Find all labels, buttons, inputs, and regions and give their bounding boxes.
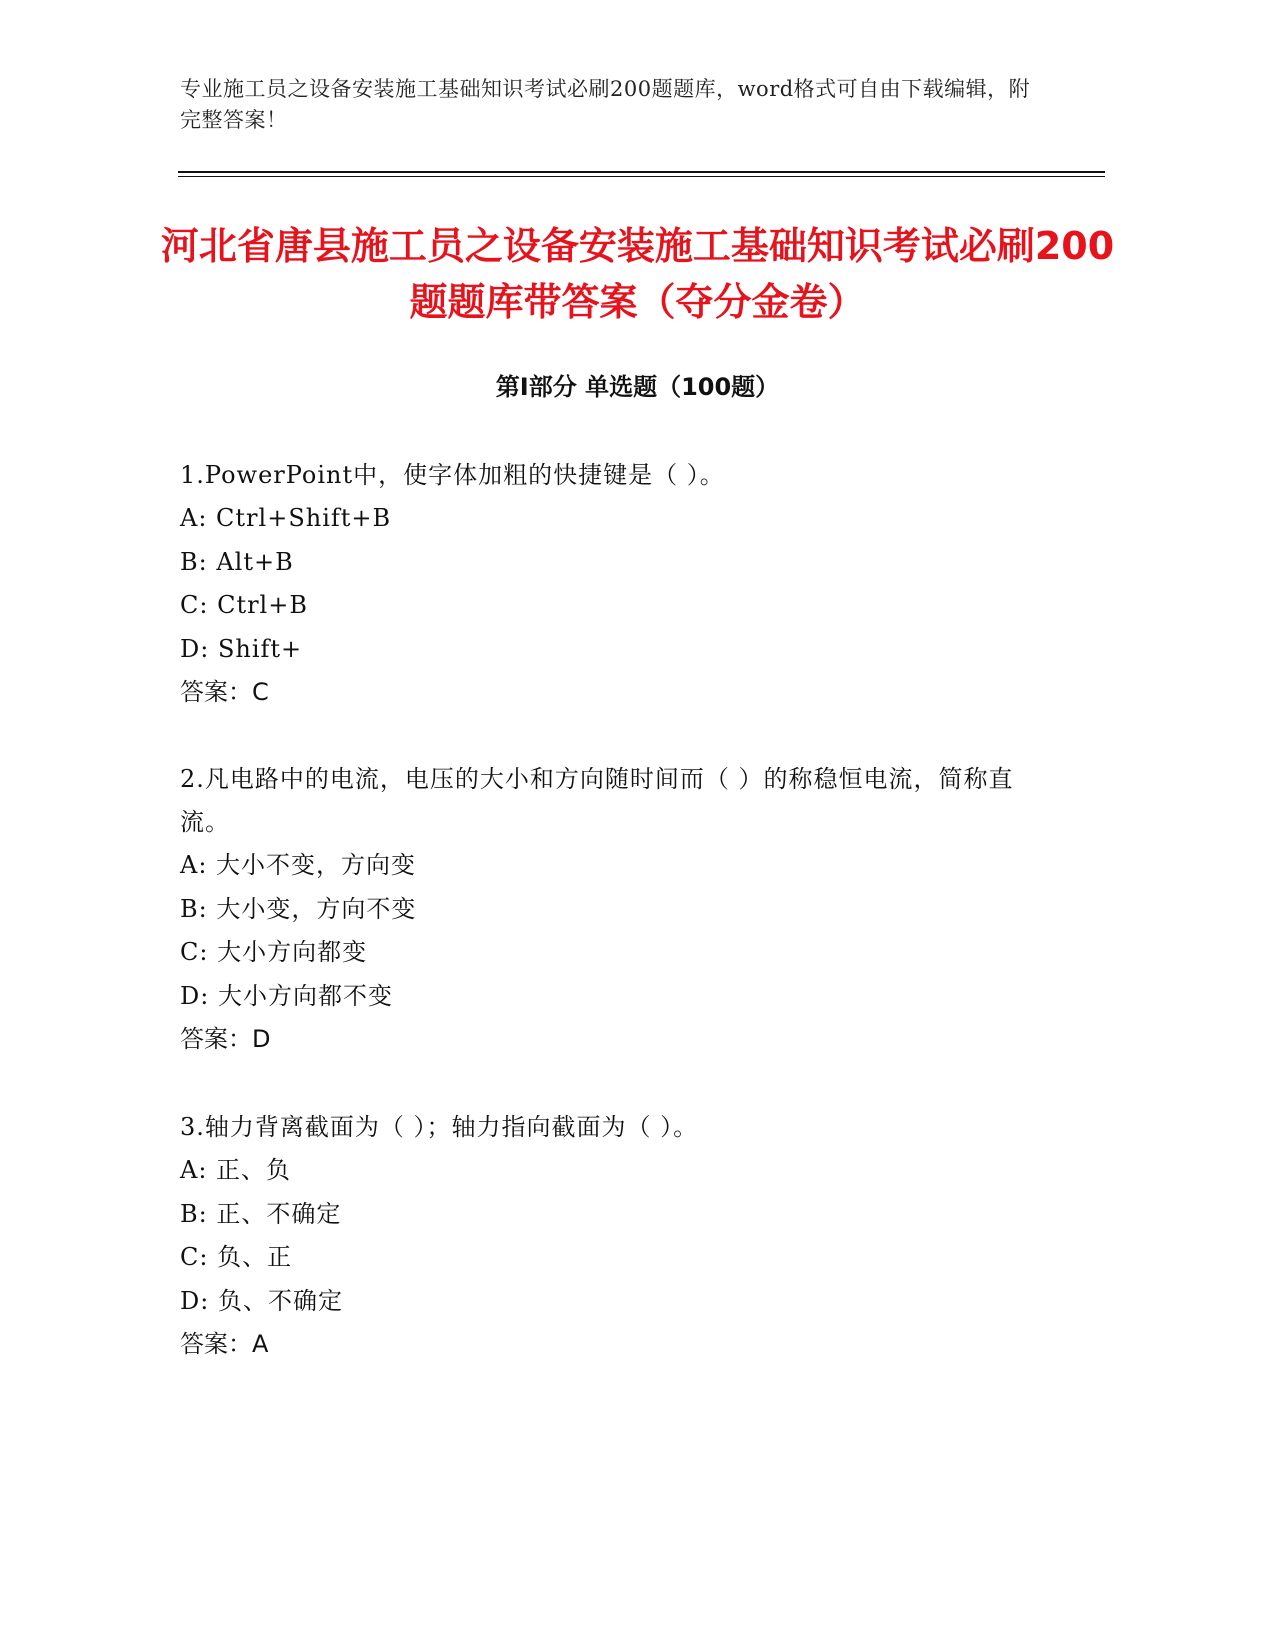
option-a: A: Ctrl+Shift+B bbox=[180, 504, 392, 532]
question-stem: 3.轴力背离截面为（ ）；轴力指向截面为（ ）。 bbox=[180, 1113, 699, 1141]
option-a: A: 正、负 bbox=[180, 1156, 292, 1184]
option-c: C: Ctrl+B bbox=[180, 591, 308, 619]
option-b: B: Alt+B bbox=[180, 547, 294, 576]
question-stem: 1.PowerPoint中，使字体加粗的快捷键是（ ）。 bbox=[180, 461, 725, 489]
answer-line: 答案：C bbox=[180, 678, 269, 706]
question-stem: 2.凡电路中的电流，电压的大小和方向随时间而（ ）的称稳恒电流，简称直流。 bbox=[180, 765, 1014, 836]
option-d: D: 大小方向都不变 bbox=[180, 981, 393, 1010]
document-title: 河北省唐县施工员之设备安装施工基础知识考试必刷200题题库带答案（夺分金卷） bbox=[160, 224, 1115, 324]
option-b: B: 正、不确定 bbox=[180, 1199, 342, 1228]
header-divider-thin bbox=[178, 176, 1105, 177]
option-d: D: 负、不确定 bbox=[180, 1286, 343, 1315]
option-c: C: 负、正 bbox=[180, 1243, 293, 1271]
option-d: D: Shift+ bbox=[180, 634, 303, 663]
question-block bbox=[180, 454, 1060, 715]
question-block bbox=[180, 1106, 1060, 1367]
header-divider-thick bbox=[178, 171, 1105, 173]
section-title: 第I部分 单选题（100题） bbox=[495, 373, 780, 401]
option-b: B: 大小变，方向不变 bbox=[180, 894, 417, 923]
option-a: A: 大小不变，方向变 bbox=[180, 851, 417, 879]
option-c: C: 大小方向都变 bbox=[180, 938, 368, 966]
header-note: 专业施工员之设备安装施工基础知识考试必刷200题题库，word格式可自由下载编辑，附完整答案！ bbox=[180, 77, 1031, 132]
answer-line: 答案：D bbox=[180, 1025, 271, 1053]
answer-line: 答案：A bbox=[180, 1330, 269, 1358]
question-block bbox=[180, 758, 1060, 1062]
